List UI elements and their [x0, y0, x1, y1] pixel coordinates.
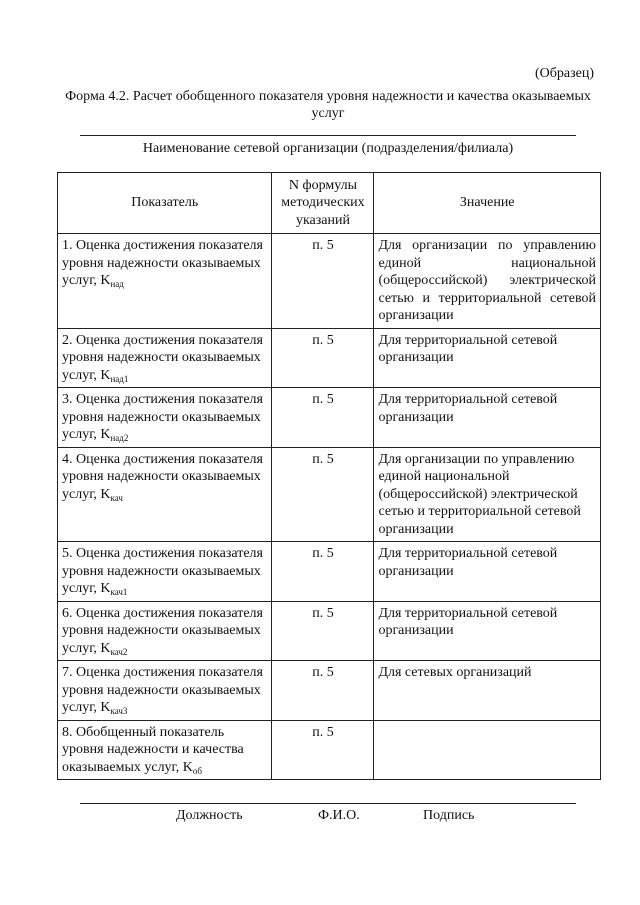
indicator-text: 4. Оценка достижения показателя уровня надежности оказываемых услуг, K — [62, 451, 263, 502]
indicators-table — [57, 172, 601, 780]
indicator-text: 8. Обобщенный показатель уровня надежности и качества оказываемых услуг, K — [62, 724, 244, 775]
org-name-caption: Наименование сетевой организации (подразделения/филиала) — [142, 141, 514, 156]
formula-cell: п. 5 — [272, 661, 374, 721]
indicator-text: 2. Оценка достижения показателя уровня надежности оказываемых услуг, K — [62, 332, 263, 383]
table-row — [58, 388, 601, 448]
table-header-row — [58, 173, 601, 234]
header-indicator: Показатель — [58, 173, 272, 234]
indicator-text: 6. Оценка достижения показателя уровня надежности оказываемых услуг, K — [62, 605, 263, 656]
value-cell: Для сетевых организаций — [374, 661, 601, 721]
indicator-subscript: над — [110, 279, 124, 289]
sample-label: (Образец) — [534, 66, 594, 81]
value-cell: Для территориальной сетевой организации — [374, 542, 601, 602]
indicator-text: 5. Оценка достижения показателя уровня надежности оказываемых услуг, K — [62, 546, 263, 596]
formula-cell: п. 5 — [272, 234, 374, 329]
formula-cell: п. 5 — [272, 720, 374, 780]
table-row — [58, 601, 601, 661]
indicator-subscript: кач3 — [110, 706, 128, 716]
formula-cell: п. 5 — [272, 542, 374, 602]
value-cell: Для организации по управлению единой национальной (общероссийской) электрической сетью и территориальной сетевой организации — [374, 234, 601, 329]
form-title: Форма 4.2. Расчет обобщенного показателя уровня надежности и качества оказываемых услуг — [65, 89, 591, 121]
table-row — [58, 234, 601, 329]
table-row — [58, 720, 601, 780]
table-row — [58, 661, 601, 721]
indicator-subscript: кач — [110, 492, 123, 503]
indicator-cell — [58, 661, 272, 721]
org-name-line — [80, 135, 576, 136]
indicator-cell — [58, 388, 272, 448]
table-row — [58, 328, 601, 388]
indicator-text: 1. Оценка достижения показателя уровня надежности оказываемых услуг, K — [62, 238, 263, 288]
value-cell — [374, 720, 601, 780]
formula-cell: п. 5 — [272, 447, 374, 542]
indicator-subscript: кач1 — [110, 587, 128, 597]
signature-line — [80, 803, 576, 804]
value-cell: Для территориальной сетевой организации — [374, 388, 601, 448]
value-cell: Для территориальной сетевой организации — [374, 328, 601, 388]
indicator-text: 7. Оценка достижения показателя уровня надежности оказываемых услуг, K — [62, 665, 263, 715]
indicator-cell — [58, 234, 272, 329]
indicator-cell — [58, 601, 272, 661]
formula-cell: п. 5 — [272, 601, 374, 661]
value-cell: Для организации по управлению единой национальной (общероссийской) электрической сетью и территориальной сетевой организации — [374, 447, 601, 542]
header-formula: N формулы методических указаний — [272, 173, 374, 234]
indicator-cell — [58, 542, 272, 602]
indicator-text: 3. Оценка достижения показателя уровня надежности оказываемых услуг, K — [62, 392, 263, 442]
formula-cell: п. 5 — [272, 388, 374, 448]
indicator-subscript: об — [192, 765, 202, 776]
signature-sign-label: Подпись — [423, 808, 475, 823]
indicator-subscript: над2 — [110, 433, 129, 443]
table-row — [58, 447, 601, 542]
indicator-subscript: кач2 — [110, 646, 128, 657]
indicator-cell — [58, 328, 272, 388]
header-value: Значение — [374, 173, 601, 234]
signature-position-label: Должность — [176, 808, 243, 823]
formula-cell: п. 5 — [272, 328, 374, 388]
indicator-cell — [58, 447, 272, 542]
value-cell: Для территориальной сетевой организации — [374, 601, 601, 661]
indicator-cell — [58, 720, 272, 780]
indicator-subscript: над1 — [110, 373, 129, 384]
table-row — [58, 542, 601, 602]
signature-fio-label: Ф.И.О. — [318, 808, 360, 823]
